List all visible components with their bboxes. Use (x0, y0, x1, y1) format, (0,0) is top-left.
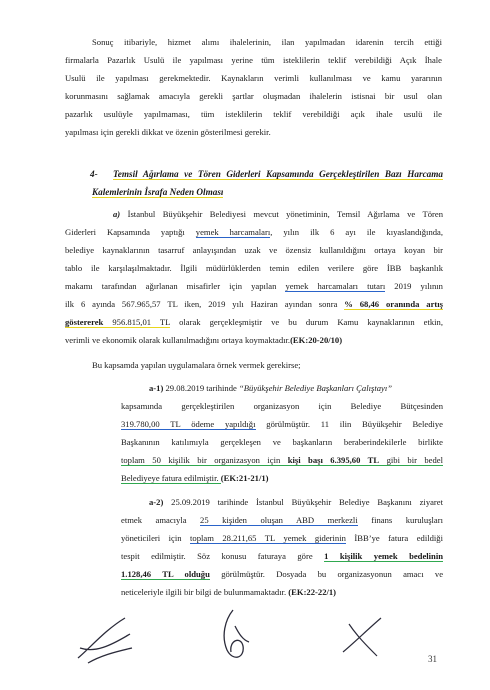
text: İstanbul Büyükşehir Belediyesi mevcut yönetiminin, Temsil Ağırlama ve Tören (127, 209, 443, 219)
intro-line: Bu kapsamda yapılan uygulamalara örnek vermek gerekirse; (92, 360, 301, 370)
paragraph-a-line (65, 281, 443, 291)
paragraph-line: yapılması için gerekli dikkat ve özenin gösterilmesi gerekir. (65, 127, 271, 137)
highlight: kişi başı 6.395,60 TL (287, 455, 380, 465)
highlight: 25 kişiden oluşan ABD merkezli (200, 515, 358, 525)
paragraph-a-line (65, 227, 443, 237)
signature-left (70, 608, 140, 668)
paragraph-line: firmalarla Pazarlık Usulü ile yapılması yerine tüm isteklilerin teklif verebildiği Açık İhale (65, 55, 442, 65)
a2-line (121, 515, 443, 525)
section-title-text: Kalemlerinin İsrafa Neden Olması (92, 187, 224, 197)
a1-line (121, 419, 443, 429)
highlight: toplam 28.211,65 TL yemek giderinin (190, 533, 346, 543)
a2-line (121, 551, 443, 561)
a1-line: Başkanının katılımıyla gerçekleşen ve başkanların beraberindekilerle birlikte (121, 437, 443, 447)
paragraph-line: Sonuç itibariyle, hizmet alımı ihalelerinin, ilan yapılmadan idarenin tercih ettiği (92, 37, 442, 47)
a2-line (121, 569, 443, 579)
annex-reference: (EK:22-22/1) (288, 587, 337, 597)
section-number: 4- (90, 169, 98, 179)
text: görülmüştür. 11 ilin Büyükşehir Belediye (255, 419, 443, 429)
text: verimli ve ekonomik olarak kullanılmadığını ortaya koymaktadır. (65, 335, 291, 345)
a2-line (149, 497, 443, 507)
text: ilk 6 ayında 567.965,57 TL iken, 2019 yılı Haziran ayından sonra (65, 299, 345, 309)
text: görülmüştür. Dosyada bu organizasyonun amacı ve (209, 569, 444, 579)
item-label: a) (113, 209, 121, 219)
annex-reference: (EK:20-20/10) (290, 335, 343, 345)
highlight: gibi bir bedel (379, 455, 443, 465)
a1-line (121, 473, 269, 483)
a1-line (121, 455, 443, 465)
paragraph-a-line: belediye kaynaklarının tasarruf anlayışından uzak ve özensiz kullanıldığını ortaya koyan bir (65, 245, 443, 255)
a2-line (121, 587, 336, 597)
paragraph-a-line: tablo ile karşılaşılmaktadır. İlgili müdürlüklerden temin edilen verilere göre İBB başkanlık (65, 263, 443, 273)
highlight: yemek harcamaları tutarı (285, 281, 386, 291)
text: İBB’ye fatura edildiği (345, 533, 443, 543)
section-title-line1 (113, 168, 443, 180)
text: 2019 yılının (385, 281, 443, 291)
a1-line: kapsamında gerçekleştirilen organizasyon için Belediye Bütçesinden (121, 401, 443, 411)
highlight: toplam 50 kişilik bir organizasyon için (121, 455, 288, 465)
paragraph-a-line (65, 299, 443, 309)
paragraph-a-line (113, 209, 443, 219)
highlight: Belediyeye fatura edilmiştir. (121, 473, 221, 483)
section-title-text: Temsil Ağırlama ve Tören Giderleri Kapsamında Gerçekleştirilen Bazı Harcama (113, 169, 443, 179)
text: neticeleriyle ilgili bir bilgi de bulunmamaktadır. (121, 587, 289, 597)
signature-right (335, 612, 390, 662)
signature-middle (205, 606, 265, 670)
item-label: a-2) (149, 497, 164, 507)
highlight: % 68,46 oranında artış (344, 299, 443, 309)
paragraph-line: pazarlık usulüyle yapılmaması, tüm isteklilerin teklif verebildiği açık ihale usulü ile (65, 109, 442, 119)
text: makamı tarafından ağırlanan misafirler için yapılan (65, 281, 286, 291)
annex-reference: (EK:21-21/1) (220, 473, 269, 483)
text: , yılın ilk 6 ayı ile kıyaslandığında, (270, 227, 443, 237)
paragraph-a-line (65, 335, 342, 345)
paragraph-a-line (65, 317, 443, 327)
page-number: 31 (428, 654, 437, 664)
a1-line (149, 383, 443, 393)
text: etmek amacıyla (121, 515, 201, 525)
highlight: 956.815,01 TL (103, 317, 171, 327)
text: olarak gerçekleşmiştir ve bu durum Kamu kaynaklarının etkin, (170, 317, 443, 327)
text: yöneticileri için (121, 533, 191, 543)
event-name: “Büyükşehir Belediye Başkanları Çalıştayı” (239, 383, 392, 393)
text: finans kuruluşları (357, 515, 443, 525)
a2-line (121, 533, 443, 543)
paragraph-line: korunmasını sağlamak amacıyla gerekli şartlar oluşmadan ihalelerin istisnai bir usul olan (65, 91, 442, 101)
section-title-line2 (92, 186, 223, 198)
highlight: yemek harcamaları (195, 227, 271, 237)
highlight: göstererek (65, 317, 104, 327)
text: tespit edilmiştir. Söz konusu faturaya göre (121, 551, 325, 561)
highlight: 1.128,46 TL olduğu (121, 569, 210, 579)
highlight: 319.780,00 TL ödeme yapıldığı (121, 419, 256, 429)
paragraph-line: Usulü ile yapılması gerekmektedir. Kaynakların verimli kullanılması ve kamu yararının (65, 73, 442, 83)
text: 25.09.2019 tarihinde İstanbul Büyükşehir Belediye Başkanını ziyaret (163, 497, 443, 507)
highlight: 1 kişilik yemek bedelinin (324, 551, 444, 561)
text: Giderleri Kapsamında yaptığı (65, 227, 196, 237)
text: 29.08.2019 tarihinde (163, 383, 239, 393)
item-label: a-1) (149, 383, 164, 393)
